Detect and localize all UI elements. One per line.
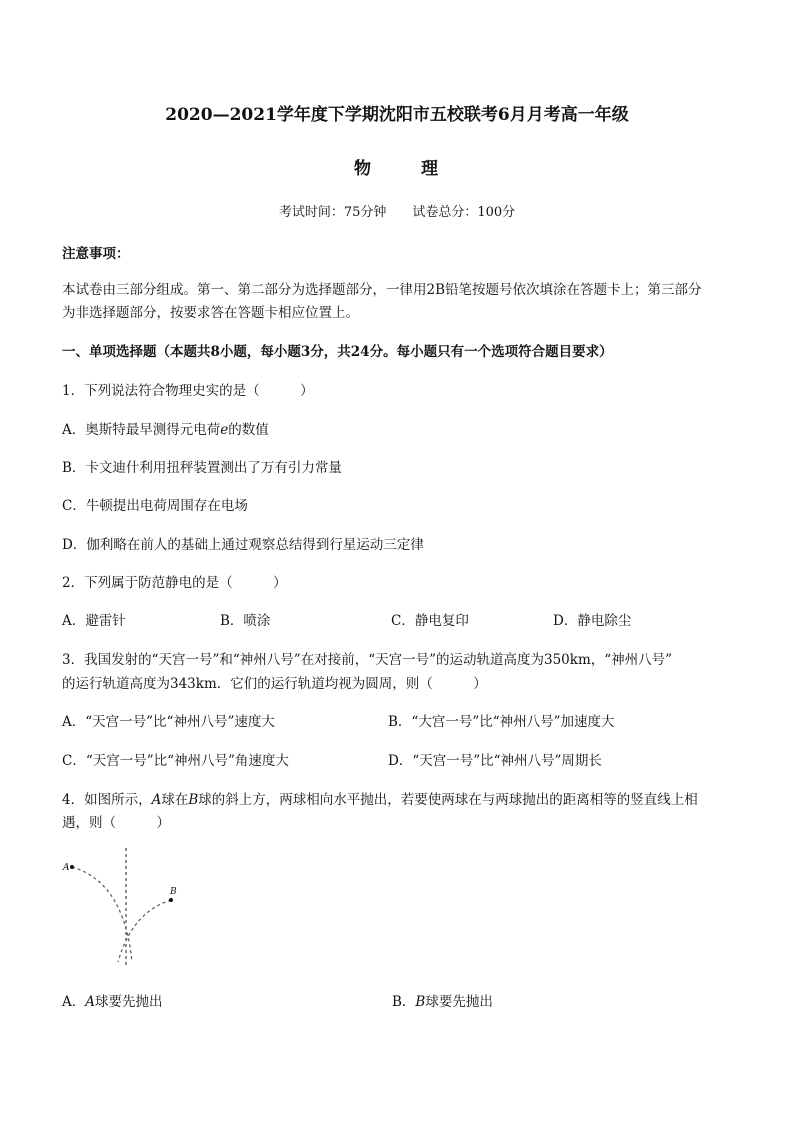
- q3-option-b: B．“大宫一号”比“神州八号”加速度大: [388, 714, 615, 730]
- q3-option-a: A．“天宫一号”比“神州八号”速度大: [62, 714, 275, 730]
- q4-b-text: B．: [392, 994, 416, 1010]
- page-title: 2020—2021学年度下学期沈阳市五校联考6月月考高一年级: [165, 105, 629, 125]
- q4-text-3: 球的斜上方，两球相向水平抛出，若要使两球在与两球抛出的距离相等的竖直线上相: [198, 792, 698, 808]
- q4-a-symbol: A: [85, 994, 95, 1010]
- q3-stem-line-2: 的运行轨道高度为343km．它们的运行轨道均视为圆周，则（ ）: [62, 676, 487, 692]
- q4-option-b: [392, 990, 493, 1010]
- notice-heading: 注意事项：: [62, 246, 130, 262]
- q2-option-d: D．静电除尘: [553, 613, 632, 629]
- q4-figure: [62, 842, 202, 970]
- q1-option-a: [62, 418, 269, 438]
- subject-title: [0, 154, 794, 179]
- q4-symbol-b: B: [188, 792, 199, 808]
- q2-option-c: C．静电复印: [391, 613, 469, 629]
- q2-option-a: A．避雷针: [62, 613, 126, 629]
- exam-time: 考试时间：75分钟: [278, 205, 387, 220]
- q1-a-text-end: 的数值: [228, 422, 269, 438]
- q3-option-c: C．“天宫一号”比“神州八号”角速度大: [62, 753, 289, 769]
- subject-char-1: 物: [354, 159, 373, 179]
- q2-option-b: B．喷涂: [220, 613, 271, 629]
- q2-stem: 2．下列属于防范静电的是（ ）: [62, 575, 287, 591]
- q4-a-text: A．: [62, 994, 86, 1010]
- q4-option-a: [62, 990, 163, 1010]
- total-score: 试卷总分：100分: [412, 205, 516, 220]
- q4-b-symbol: B: [415, 994, 426, 1010]
- subject-char-2: 理: [421, 159, 440, 179]
- ball-a-dot: [70, 865, 74, 869]
- q4-b-text-end: 球要先抛出: [425, 994, 493, 1010]
- exam-meta: [0, 201, 794, 220]
- q4-a-text-end: 球要先抛出: [95, 994, 163, 1010]
- q4-text-1: 4．如图所示，: [62, 792, 152, 808]
- section-heading: 一、单项选择题（本题共8小题，每小题3分，共24分。每小题只有一个选项符合题目要求）: [62, 344, 613, 360]
- q3-stem-line-1: 3．我国发射的“天宫一号”和“神州八号”在对接前，“天宫一号”的运动轨道高度为350km，“神州八号”: [62, 652, 673, 668]
- label-b: B: [170, 887, 177, 897]
- q1-stem: 1．下列说法符合物理史实的是（ ）: [62, 383, 314, 399]
- q4-symbol-a: A: [151, 792, 162, 808]
- q4-stem-line-1: [62, 788, 698, 808]
- label-a: A: [63, 863, 70, 873]
- trajectory-a: [72, 867, 132, 962]
- q1-a-symbol: e: [220, 422, 229, 438]
- q4-text-2: 球在: [161, 792, 189, 808]
- notice-line-1: 本试卷由三部分组成。第一、第二部分为选择题部分，一律用2B铅笔按题号依次填涂在答题卡上；第三部分: [62, 282, 702, 298]
- q3-option-d: D．“天宫一号”比“神州八号”周期长: [388, 753, 602, 769]
- q1-a-text: A．奥斯特最早测得元电荷: [62, 422, 221, 438]
- q4-stem-line-2: 遇，则（ ）: [62, 815, 170, 831]
- q1-option-d: D．伽利略在前人的基础上通过观察总结得到行星运动三定律: [62, 537, 424, 553]
- q1-option-b: B．卡文迪什利用扭秤装置测出了万有引力常量: [62, 460, 342, 476]
- notice-line-2: 为非选择题部分，按要求答在答题卡相应位置上。: [62, 305, 359, 321]
- ball-b-dot: [169, 898, 173, 902]
- q1-option-c: C．牛顿提出电荷周围存在电场: [62, 498, 248, 514]
